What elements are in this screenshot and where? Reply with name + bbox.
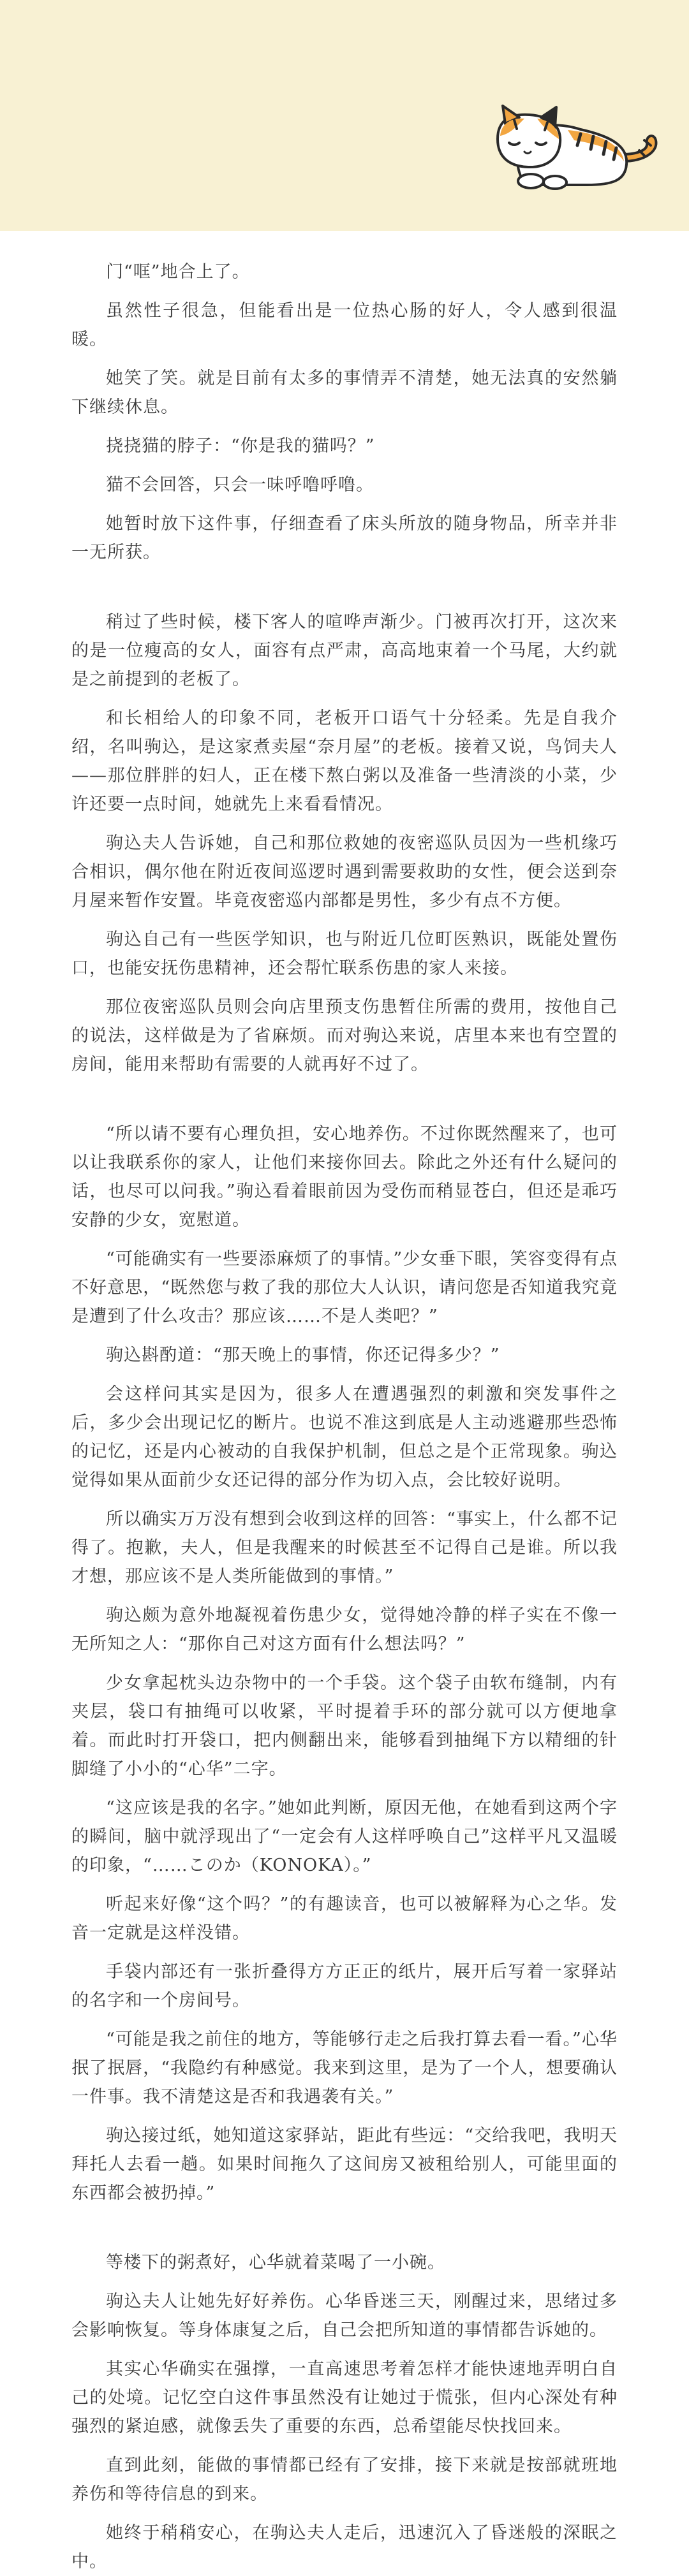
story-text <box>0 231 689 2576</box>
header-banner <box>0 0 689 231</box>
paragraph: 驹込夫人让她先好好养伤。心华昏迷三天，刚醒过来，思绪过多会影响恢复。等身体康复之后，自己会把所知道的事情都告诉她的。 <box>71 2292 618 2340</box>
section-1 <box>71 258 618 567</box>
paragraph: 她笑了笑。就是目前有太多的事情弄不清楚，她无法真的安然躺下继续休息。 <box>71 369 618 417</box>
sleeping-cat-icon <box>491 101 663 196</box>
paragraph: 驹込颇为意外地凝视着伤患少女，觉得她冷静的样子实在不像一无所知之人：“那你自己对这方面有什么想法吗？” <box>71 1606 618 1654</box>
paragraph: 听起来好像“这个吗？”的有趣读音，也可以被解释为心之华。发音一定就是这样没错。 <box>71 1894 618 1943</box>
paragraph: 手袋内部还有一张折叠得方方正正的纸片，展开后写着一家驿站的名字和一个房间号。 <box>71 1962 618 2010</box>
paragraph: 等楼下的粥煮好，心华就着菜喝了一小碗。 <box>106 2253 445 2272</box>
section-3 <box>71 1120 618 2207</box>
paragraph: 虽然性子很急，但能看出是一位热心肠的好人，令人感到很温暖。 <box>71 301 618 349</box>
paragraph: 少女拿起枕头边杂物中的一个手袋。这个袋子由软布缝制，内有夹层，袋口有抽绳可以收紧，平时提着手环的部分就可以方便地拿着。而此时打开袋口，把内侧翻出来，能够看到抽绳下方以精细的针脚缝了小小的“心华”二字。 <box>71 1673 618 1779</box>
paragraph: 她暂时放下这件事，仔细查看了床头所放的随身物品，所幸并非一无所获。 <box>71 514 618 562</box>
paragraph: “可能是我之前住的地方，等能够行走之后我打算去看一看。”心华抿了抿唇，“我隐约有种感觉。我来到这里，是为了一个人，想要确认一件事。我不清楚这是否和我遇袭有关。” <box>71 2030 618 2107</box>
paragraph: 和长相给人的印象不同，老板开口语气十分轻柔。先是自我介绍，名叫驹込，是这家煮卖屋“奈月屋”的老板。接着又说，鸟饲夫人——那位胖胖的妇人，正在楼下熬白粥以及准备一些清淡的小菜，少许还要一点时间，她就先上来看看情况。 <box>71 708 618 814</box>
section-2 <box>71 608 618 1079</box>
section-break <box>71 1089 618 1120</box>
paragraph: 直到此刻，能做的事情都已经有了安排，接下来就是按部就班地养伤和等待信息的到来。 <box>71 2455 618 2504</box>
section-break <box>71 2218 618 2248</box>
paragraph: 所以确实万万没有想到会收到这样的回答：“事实上，什么都不记得了。抱歉，夫人，但是我醒来的时候甚至不记得自己是谁。所以我才想，那应该不是人类所能做到的事情。” <box>71 1509 618 1586</box>
paragraph: “所以请不要有心理负担，安心地养伤。不过你既然醒来了，也可以让我联系你的家人，让他们来接你回去。除此之外还有什么疑问的话，也尽可以问我。”驹込看着眼前因为受伤而稍显苍白，但还是乖巧安静的少女，宽慰道。 <box>71 1124 618 1230</box>
paragraph: 猫不会回答，只会一味呼噜呼噜。 <box>106 475 374 495</box>
paragraph: 稍过了些时候，楼下客人的喧哗声渐少。门被再次打开，这次来的是一位瘦高的女人，面容有点严肃，高高地束着一个马尾，大约就是之前提到的老板了。 <box>71 612 618 689</box>
paragraph: 门“哐”地合上了。 <box>106 262 250 282</box>
paragraph: 挠挠猫的脖子：“你是我的猫吗？” <box>106 436 375 456</box>
paragraph: “这应该是我的名字。”她如此判断，原因无他，在她看到这两个字的瞬间，脑中就浮现出了“一定会有人这样呼唤自己”这样平凡又温暖的印象，“……このか（KONOKA）。” <box>71 1798 618 1875</box>
section-break <box>71 577 618 608</box>
paragraph: 驹込斟酌道：“那天晚上的事情，你还记得多少？” <box>106 1345 500 1365</box>
paragraph: “可能确实有一些要添麻烦了的事情。”少女垂下眼，笑容变得有点不好意思，“既然您与救了我的那位大人认识，请问您是否知道我究竟是遭到了什么攻击？那应该……不是人类吧？” <box>71 1249 618 1326</box>
paragraph: 驹込自己有一些医学知识，也与附近几位町医熟识，既能处置伤口，也能安抚伤患精神，还会帮忙联系伤患的家人来接。 <box>71 930 618 978</box>
paragraph: 那位夜密巡队员则会向店里预支伤患暂住所需的费用，按他自己的说法，这样做是为了省麻烦。而对驹込来说，店里本来也有空置的房间，能用来帮助有需要的人就再好不过了。 <box>71 997 618 1074</box>
paragraph: 驹込接过纸，她知道这家驿站，距此有些远：“交给我吧，我明天拜托人去看一趟。如果时间拖久了这间房又被租给别人，可能里面的东西都会被扔掉。” <box>71 2126 618 2203</box>
paragraph: 会这样问其实是因为，很多人在遭遇强烈的刺激和突发事件之后，多少会出现记忆的断片。也说不准这到底是人主动逃避那些恐怖的记忆，还是内心被动的自我保护机制，但总之是个正常现象。驹込觉得如果从面前少女还记得的部分作为切入点，会比较好说明。 <box>71 1384 618 1490</box>
paragraph: 她终于稍稍安心，在驹込夫人走后，迅速沉入了昏迷般的深眠之中。 <box>71 2523 618 2572</box>
paragraph: 其实心华确实在强撑，一直高速思考着怎样才能快速地弄明白自己的处境。记忆空白这件事虽然没有让她过于慌张，但内心深处有种强烈的紧迫感，就像丢失了重要的东西，总希望能尽快找回来。 <box>71 2359 618 2436</box>
paragraph: 驹込夫人告诉她，自己和那位救她的夜密巡队员因为一些机缘巧合相识，偶尔他在附近夜间巡逻时遇到需要救助的女性，便会送到奈月屋来暂作安置。毕竟夜密巡内部都是男性，多少有点不方便。 <box>71 833 618 911</box>
section-4 <box>71 2248 618 2576</box>
